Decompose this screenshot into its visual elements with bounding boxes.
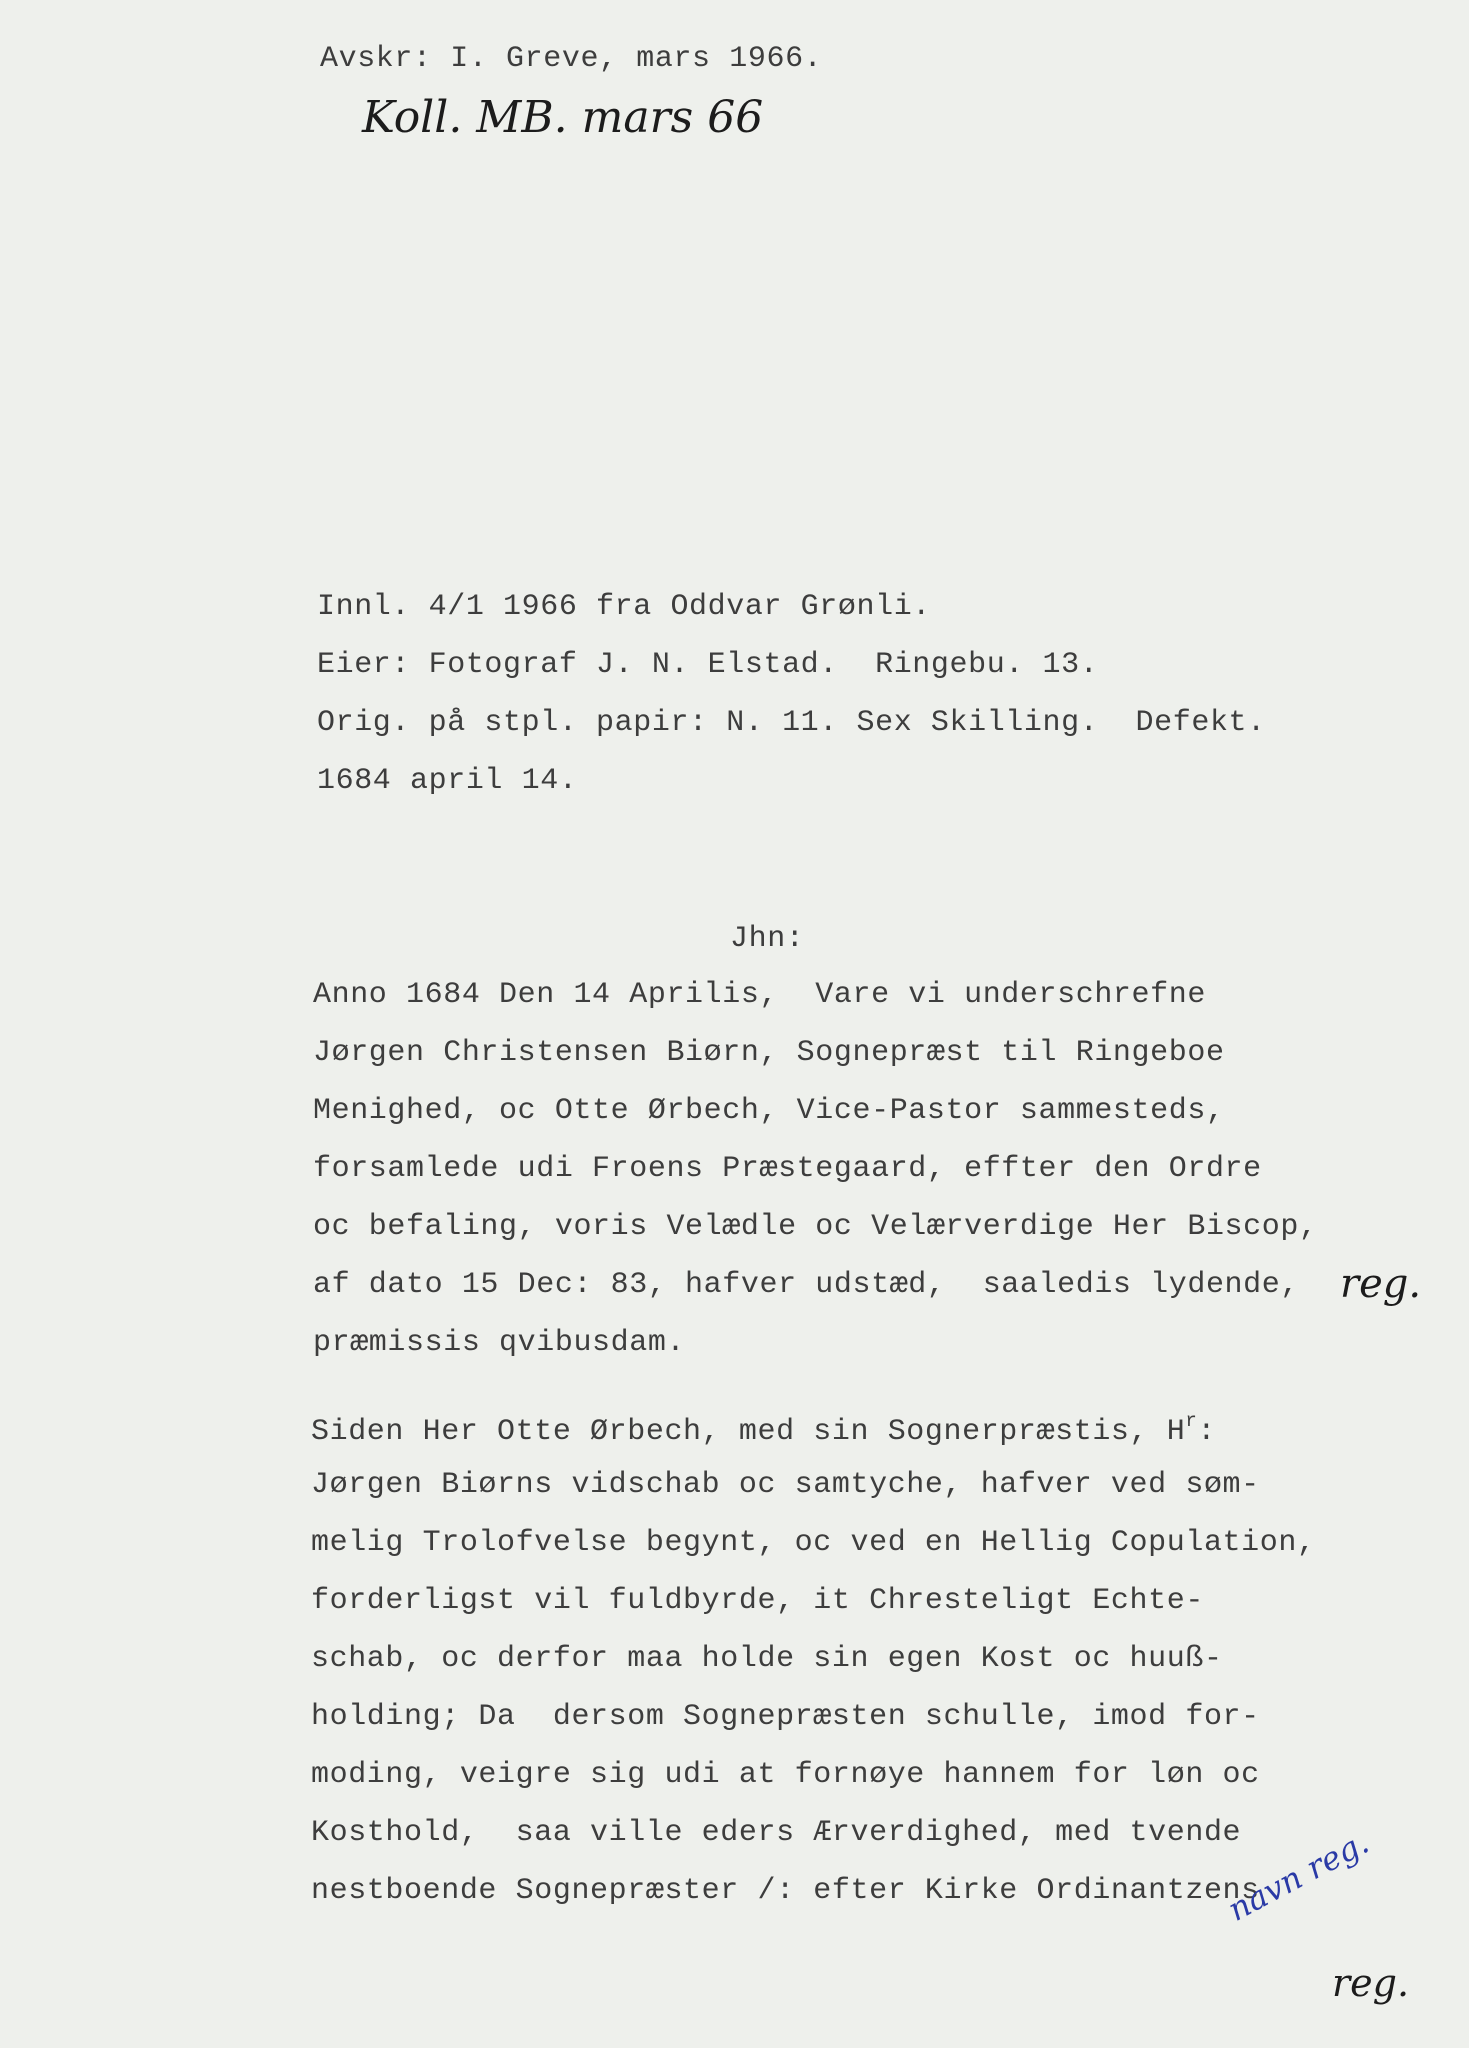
text-line: Jørgen Christensen Biørn, Sognepræst til Ringeboe bbox=[313, 1036, 1225, 1070]
text-line: forderligst vil fuldbyrde, it Chresteligt Echte- bbox=[311, 1584, 1204, 1618]
text-line: Jørgen Biørns vidschab oc samtyche, hafver ved søm- bbox=[311, 1468, 1260, 1502]
metadata-line: 1684 april 14. bbox=[317, 764, 578, 798]
metadata-line: Eier: Fotograf J. N. Elstad. Ringebu. 13. bbox=[317, 648, 1099, 682]
text-line: schab, oc derfor maa holde sin egen Kost oc huuß- bbox=[311, 1642, 1223, 1676]
margin-note-reg: reg. bbox=[1340, 1261, 1422, 1307]
text-line: holding; Da dersom Sognepræsten schulle, imod for- bbox=[311, 1700, 1260, 1734]
text-line: Menighed, oc Otte Ørbech, Vice-Pastor sammesteds, bbox=[313, 1094, 1225, 1128]
transcription-note: Avskr: I. Greve, mars 1966. bbox=[320, 42, 823, 76]
margin-note-navn-reg: navn reg. bbox=[1221, 1823, 1375, 1929]
metadata-line: Innl. 4/1 1966 fra Oddvar Grønli. bbox=[317, 590, 931, 624]
document-heading: Jhn: bbox=[730, 922, 805, 956]
text-line: Anno 1684 Den 14 Aprilis, Vare vi underschrefne bbox=[313, 978, 1206, 1012]
text-line bbox=[311, 1412, 1216, 1447]
text-line: forsamlede udi Froens Præstegaard, effter den Ordre bbox=[313, 1152, 1262, 1186]
text-line: Kosthold, saa ville eders Ærverdighed, med tvende bbox=[311, 1816, 1242, 1850]
text-line: melig Trolofvelse begynt, oc ved en Hellig Copulation, bbox=[311, 1526, 1316, 1560]
text-line: moding, veigre sig udi at fornøye hannem for løn oc bbox=[311, 1758, 1260, 1792]
text-line: nestboende Sognepræster /: efter Kirke Ordinantzens bbox=[311, 1874, 1260, 1908]
text-line: oc befaling, voris Velædle oc Velærverdige Her Biscop, bbox=[313, 1210, 1318, 1244]
superscript: r bbox=[1185, 1410, 1198, 1432]
text-line-tail: : bbox=[1197, 1415, 1216, 1449]
metadata-line: Orig. på stpl. papir: N. 11. Sex Skilling. Defekt. bbox=[317, 706, 1266, 740]
text-line: præmissis qvibusdam. bbox=[313, 1326, 686, 1360]
margin-note-reg-bottom: reg. bbox=[1332, 1961, 1410, 2005]
text-line-main: Siden Her Otte Ørbech, med sin Sognerpræstis, H bbox=[311, 1415, 1186, 1449]
text-line: af dato 15 Dec: 83, hafver udstæd, saaledis lydende, bbox=[313, 1268, 1299, 1302]
handwritten-collation-note: Koll. MB. mars 66 bbox=[362, 92, 764, 143]
